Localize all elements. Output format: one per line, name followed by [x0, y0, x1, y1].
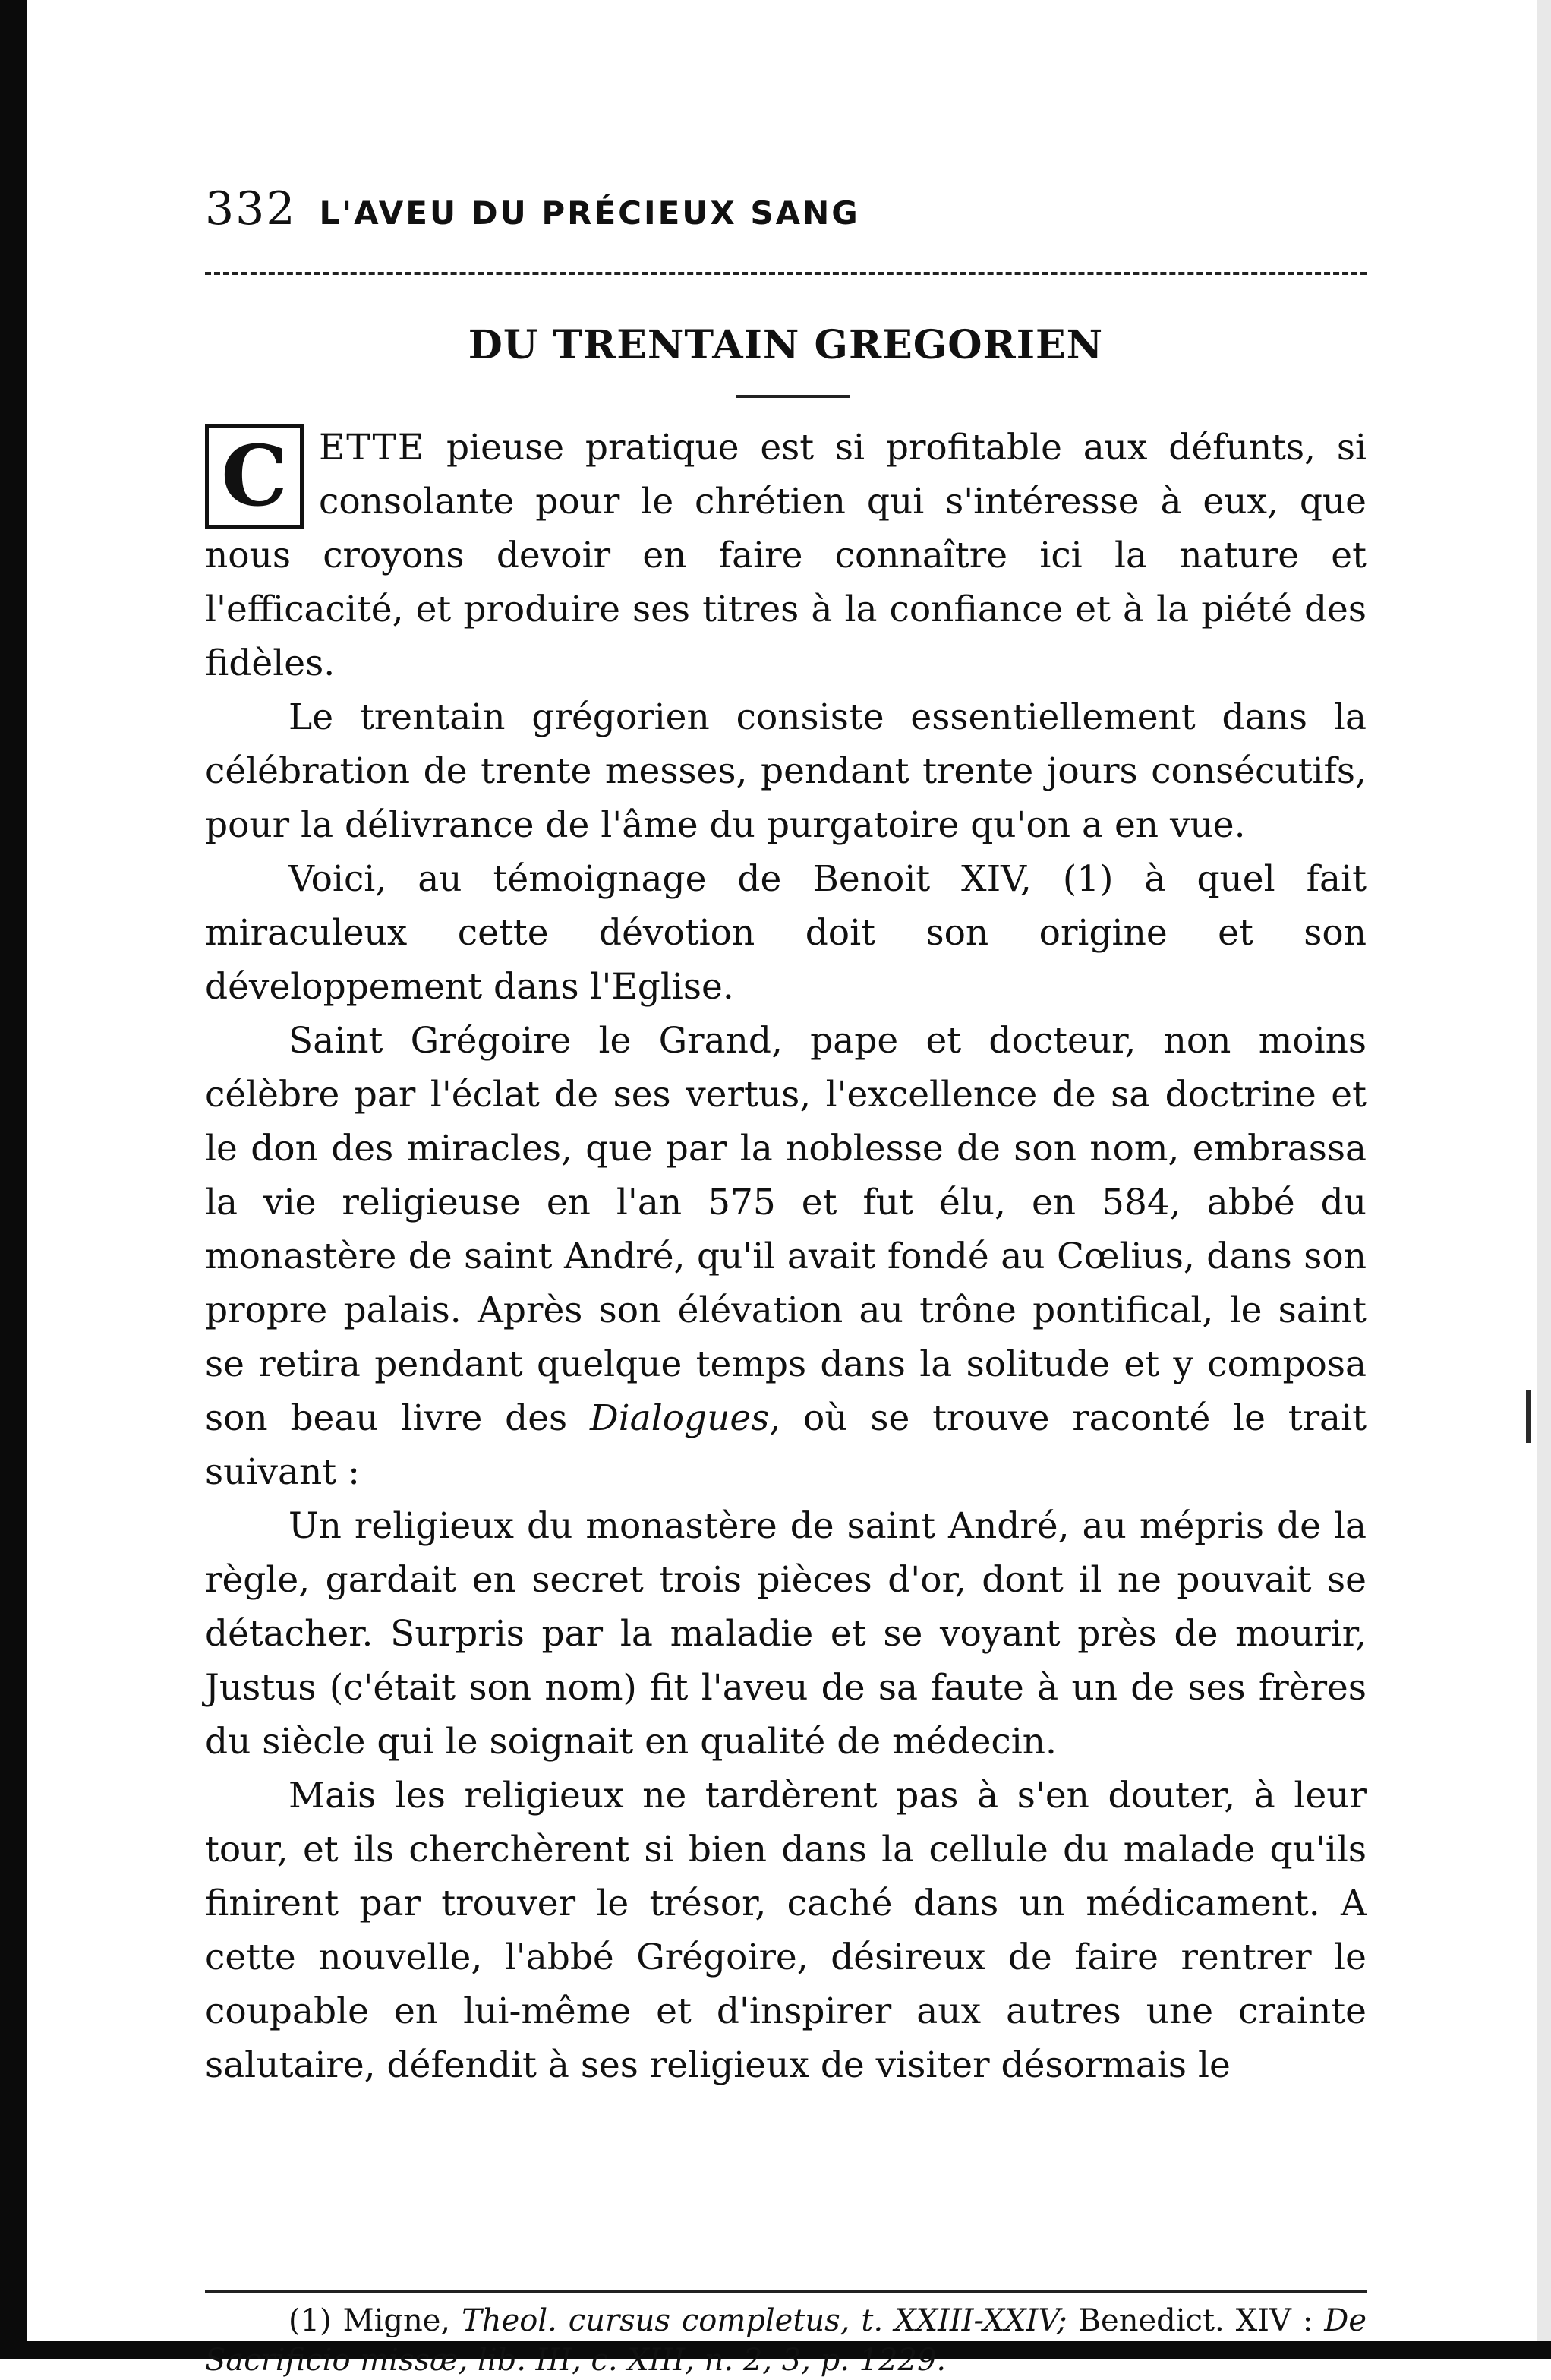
- scan-artifact-mark: [1526, 1390, 1531, 1443]
- first-word: ETTE: [319, 427, 426, 469]
- section-title: DU TRENTAIN GREGORIEN: [468, 322, 1104, 368]
- paragraph-2: Le trentain grégorien consiste essentiellement dans la célébration de trente messes, pendant trente jours consécutifs, pour la délivrance de l'âme du purgatoire qu'on a en vue.: [205, 696, 1367, 846]
- paragraph-1-text: pieuse pratique est si profitable aux défunts, si consolante pour le chrétien qui s'intéresse à eux, que nous croyons devoir en faire connaître ici la nature et l'efficacité, et produire ses titres à la confiance et à la piété des fidèles.: [205, 427, 1367, 684]
- footnote-marker: (1): [288, 2303, 332, 2338]
- book-title-dialogues: Dialogues: [589, 1397, 770, 1439]
- footnote-author: Migne,: [342, 2303, 451, 2338]
- footnote: [205, 2301, 1367, 2380]
- scan-right-margin: [1537, 0, 1551, 2359]
- title-rule: [736, 395, 850, 398]
- paragraph-4: [205, 1014, 1367, 1499]
- drop-cap: C: [205, 424, 304, 529]
- paragraph-4-end: , où se trouve raconté le trait suivant :: [205, 1397, 1367, 1493]
- running-head: [205, 182, 1367, 251]
- scan-binding-edge: [0, 0, 27, 2359]
- paragraph-4-text: Saint Grégoire le Grand, pape et docteur, non moins célèbre par l'éclat de ses vertus, l'excellence de sa doctrine et le don des miracles, que par la noblesse de son nom, embrassa la vie religieuse en l'an 575 et fut élu, en 584, abbé du monastère de saint André, qu'il avait fondé au Cœlius, dans son propre palais. Après son élévation au trône pontifical, le saint se retira pendant quelque temps dans la solitude et y composa son beau livre des: [205, 1020, 1367, 1439]
- paragraph-3: Voici, au témoignage de Benoit XIV, (1) à quel fait miraculeux cette dévotion doit son origine et son développement dans l'Eglise.: [205, 858, 1367, 1008]
- page-number: 332: [205, 182, 297, 235]
- footnote-reference: De Sacrificio missæ, lib. III, c. XIII, n. 2, 3, p. 1229.: [205, 2303, 1367, 2378]
- footnote-rule: [205, 2290, 1367, 2293]
- footnote-text: Benedict. XIV :: [1078, 2303, 1313, 2338]
- paragraph-6: Mais les religieux ne tardèrent pas à s'en douter, à leur tour, et ils cherchèrent si bien dans la cellule du malade qu'ils finirent par trouver le trésor, caché dans un médicament. A cette nouvelle, l'abbé Grégoire, désireux de faire rentrer le coupable en lui-même et d'inspirer aux autres une crainte salutaire, défendit à ses religieux de visiter désormais le: [205, 1775, 1367, 2086]
- header-rule: [205, 272, 1367, 275]
- body-text: [205, 421, 1367, 2092]
- footnote-work: Theol. cursus completus, t. XXIII-XXIV;: [462, 2303, 1067, 2338]
- paragraph-1: [205, 421, 1367, 690]
- paragraph-5: Un religieux du monastère de saint André, au mépris de la règle, gardait en secret trois pièces d'or, dont il ne pouvait se détacher. Surpris par la maladie et se voyant près de mourir, Justus (c'était son nom) fit l'aveu de sa faute à un de ses frères du siècle qui le soignait en qualité de médecin.: [205, 1505, 1367, 1763]
- running-title: L'AVEU DU PRÉCIEUX SANG: [319, 194, 860, 232]
